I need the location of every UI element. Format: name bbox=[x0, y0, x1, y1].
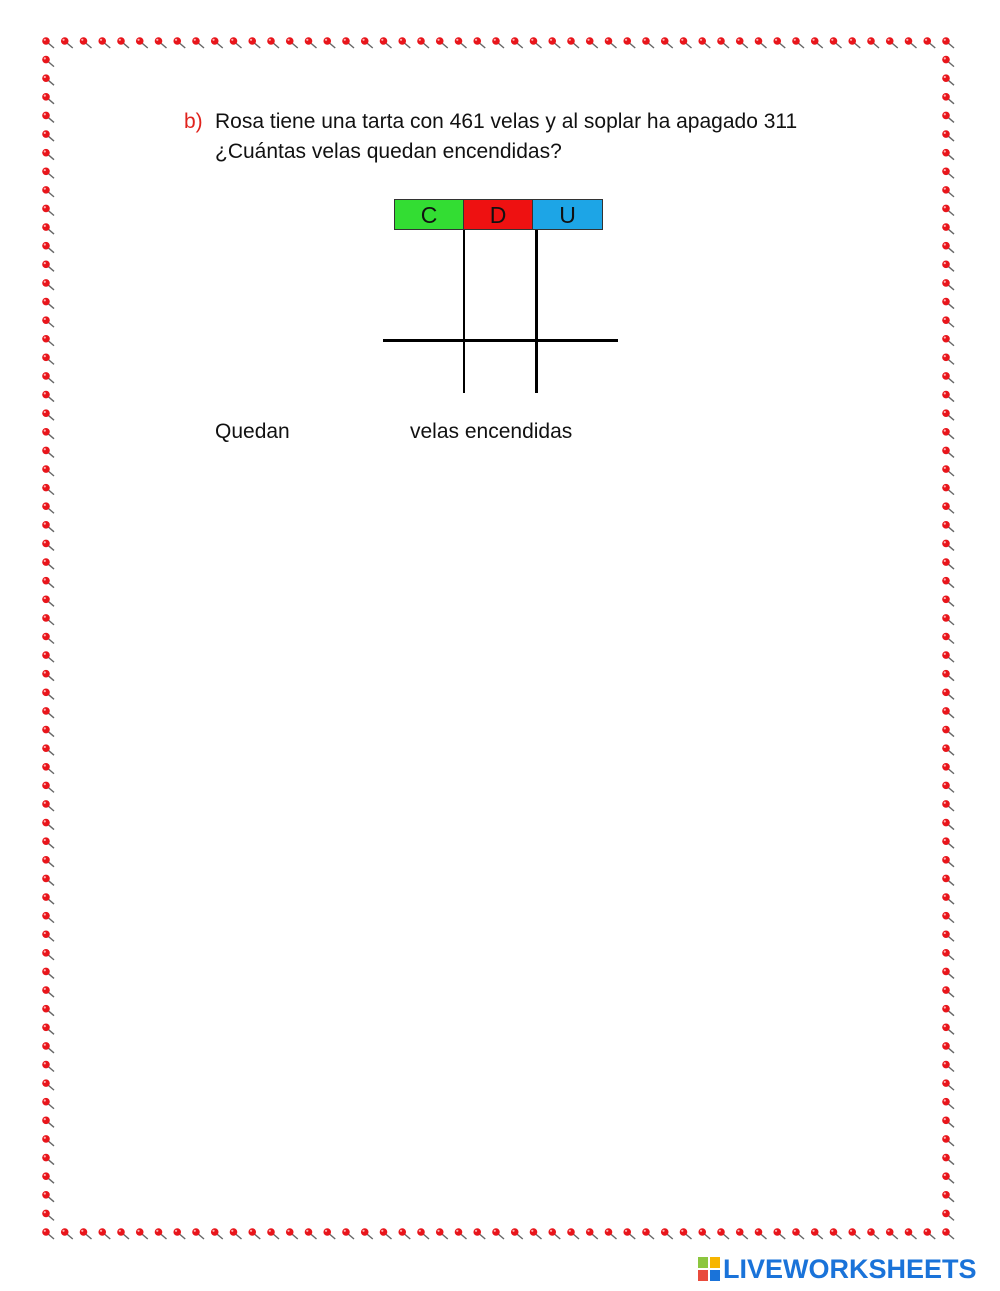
pushpin-icon bbox=[642, 37, 654, 48]
pushpin-icon bbox=[42, 1154, 54, 1165]
pushpin-icon bbox=[942, 1098, 954, 1109]
pushpin-icon bbox=[942, 112, 954, 123]
pushpin-icon bbox=[886, 1228, 898, 1239]
pushpin-icon bbox=[867, 37, 879, 48]
pushpin-icon bbox=[42, 949, 54, 960]
pushpin-icon bbox=[42, 316, 54, 327]
pushpin-icon bbox=[473, 37, 485, 48]
pushpin-icon bbox=[42, 1023, 54, 1034]
pushpin-icon bbox=[886, 37, 898, 48]
pushpin-icon bbox=[942, 595, 954, 606]
pushpin-icon bbox=[267, 1228, 279, 1239]
pushpin-icon bbox=[361, 1228, 373, 1239]
pushpin-icon bbox=[942, 74, 954, 85]
pushpin-icon bbox=[717, 1228, 729, 1239]
pushpin-icon bbox=[792, 37, 804, 48]
pushpin-icon bbox=[173, 1228, 185, 1239]
place-header-hundreds: C bbox=[394, 199, 464, 230]
pushpin-icon bbox=[830, 37, 842, 48]
pushpin-icon bbox=[942, 409, 954, 420]
pushpin-icon bbox=[42, 354, 54, 365]
pushpin-icon bbox=[942, 558, 954, 569]
pushpin-icon bbox=[42, 1117, 54, 1128]
pushpin-icon bbox=[42, 484, 54, 495]
pushpin-icon bbox=[942, 465, 954, 476]
pushpin-icon bbox=[286, 37, 298, 48]
question-text-line-2: ¿Cuántas velas quedan encendidas? bbox=[215, 140, 562, 163]
pushpin-icon bbox=[42, 223, 54, 234]
pushpin-icon bbox=[942, 651, 954, 662]
pushpin-icon bbox=[548, 1228, 560, 1239]
pushpin-icon bbox=[42, 428, 54, 439]
pushpin-icon bbox=[42, 614, 54, 625]
pushpin-icon bbox=[567, 37, 579, 48]
pushpin-icon bbox=[42, 1172, 54, 1183]
pushpin-icon bbox=[42, 763, 54, 774]
pushpin-icon bbox=[42, 1135, 54, 1146]
pushpin-icon bbox=[661, 37, 673, 48]
pushpin-icon bbox=[323, 1228, 335, 1239]
pushpin-icon bbox=[905, 37, 917, 48]
pushpin-icon bbox=[192, 1228, 204, 1239]
pushpin-icon bbox=[42, 633, 54, 644]
pushpin-icon bbox=[848, 37, 860, 48]
pushpin-icon bbox=[942, 837, 954, 848]
pushpin-icon bbox=[755, 37, 767, 48]
pushpin-icon bbox=[661, 1228, 673, 1239]
pushpin-icon bbox=[773, 1228, 785, 1239]
pushpin-icon bbox=[942, 93, 954, 104]
column-divider-left bbox=[463, 230, 465, 393]
pushpin-icon bbox=[42, 670, 54, 681]
pushpin-icon bbox=[942, 372, 954, 383]
answer-suffix-text: velas encendidas bbox=[410, 420, 573, 443]
pushpin-icon bbox=[830, 1228, 842, 1239]
pushpin-icon bbox=[42, 875, 54, 886]
pushpin-icon bbox=[342, 1228, 354, 1239]
pushpin-icon bbox=[80, 37, 92, 48]
pushpin-icon bbox=[211, 37, 223, 48]
pushpin-icon bbox=[80, 1228, 92, 1239]
pushpin-icon bbox=[942, 37, 954, 48]
pushpin-icon bbox=[942, 1191, 954, 1202]
pushpin-icon bbox=[117, 1228, 129, 1239]
pushpin-icon bbox=[42, 930, 54, 941]
pushpin-icon bbox=[942, 1023, 954, 1034]
question-label: b) bbox=[184, 110, 203, 133]
pushpin-icon bbox=[173, 37, 185, 48]
pushpin-icon bbox=[42, 372, 54, 383]
pushpin-icon bbox=[42, 968, 54, 979]
pushpin-icon bbox=[398, 37, 410, 48]
pushpin-icon bbox=[511, 1228, 523, 1239]
pushpin-icon bbox=[942, 521, 954, 532]
pushpin-icon bbox=[42, 149, 54, 160]
pushpin-icon bbox=[192, 37, 204, 48]
question-text-line-1: Rosa tiene una tarta con 461 velas y al soplar ha apagado 311 bbox=[215, 110, 798, 133]
pushpin-icon bbox=[61, 37, 73, 48]
pushpin-icon bbox=[605, 37, 617, 48]
pushpin-icon bbox=[942, 261, 954, 272]
pushpin-icon bbox=[42, 279, 54, 290]
pushpin-icon bbox=[42, 298, 54, 309]
pushpin-icon bbox=[867, 1228, 879, 1239]
pushpin-icon bbox=[136, 1228, 148, 1239]
logo-blocks-icon bbox=[697, 1256, 721, 1282]
pushpin-icon bbox=[42, 74, 54, 85]
pushpin-icon bbox=[942, 707, 954, 718]
place-header-tens: D bbox=[463, 199, 533, 230]
pushpin-icon bbox=[942, 484, 954, 495]
pushpin-icon bbox=[417, 1228, 429, 1239]
pushpin-icon bbox=[586, 1228, 598, 1239]
pushpin-icon bbox=[42, 112, 54, 123]
pushpin-icon bbox=[698, 1228, 710, 1239]
pushpin-icon bbox=[942, 893, 954, 904]
pushpin-icon bbox=[942, 856, 954, 867]
pushpin-icon bbox=[42, 130, 54, 141]
pushpin-icon bbox=[211, 1228, 223, 1239]
pushpin-icon bbox=[436, 1228, 448, 1239]
pushpin-icon bbox=[42, 1061, 54, 1072]
pushpin-icon bbox=[942, 447, 954, 458]
pushpin-icon bbox=[42, 1098, 54, 1109]
pushpin-icon bbox=[42, 800, 54, 811]
pushpin-icon bbox=[942, 391, 954, 402]
pushpin-icon bbox=[42, 1191, 54, 1202]
pushpin-icon bbox=[942, 968, 954, 979]
subtraction-result-line bbox=[383, 339, 618, 342]
pushpin-icon bbox=[923, 37, 935, 48]
pushpin-icon bbox=[942, 130, 954, 141]
logo-text: LIVEWORKSHEETS bbox=[723, 1253, 977, 1284]
pushpin-icon bbox=[942, 819, 954, 830]
pushpin-icon bbox=[623, 37, 635, 48]
pushpin-icon bbox=[811, 37, 823, 48]
pushpin-icon bbox=[942, 670, 954, 681]
pushpin-icon bbox=[286, 1228, 298, 1239]
pushpin-icon bbox=[42, 689, 54, 700]
pushpin-icon bbox=[42, 744, 54, 755]
liveworksheets-logo bbox=[697, 1254, 977, 1284]
pushpin-icon bbox=[942, 335, 954, 346]
pushpin-icon bbox=[586, 37, 598, 48]
pushpin-icon bbox=[305, 37, 317, 48]
pushpin-icon bbox=[492, 37, 504, 48]
pushpin-icon bbox=[942, 782, 954, 793]
pushpin-icon bbox=[942, 744, 954, 755]
pushpin-icon bbox=[42, 782, 54, 793]
pushpin-icon bbox=[942, 1154, 954, 1165]
place-header-units: U bbox=[532, 199, 603, 230]
pushpin-icon bbox=[942, 1135, 954, 1146]
pushpin-icon bbox=[42, 540, 54, 551]
pushpin-icon bbox=[230, 1228, 242, 1239]
pushpin-icon bbox=[905, 1228, 917, 1239]
pushpin-icon bbox=[623, 1228, 635, 1239]
pushpin-icon bbox=[942, 223, 954, 234]
pushpin-icon bbox=[492, 1228, 504, 1239]
pushpin-icon bbox=[736, 37, 748, 48]
pushpin-icon bbox=[436, 37, 448, 48]
pushpin-icon bbox=[42, 1210, 54, 1221]
pushpin-icon bbox=[942, 912, 954, 923]
pushpin-icon bbox=[42, 558, 54, 569]
pushpin-icon bbox=[42, 893, 54, 904]
pushpin-icon bbox=[942, 205, 954, 216]
pushpin-icon bbox=[42, 1079, 54, 1090]
pushpin-icon bbox=[680, 1228, 692, 1239]
pushpin-icon bbox=[398, 1228, 410, 1239]
pushpin-icon bbox=[942, 56, 954, 67]
pushpin-icon bbox=[548, 37, 560, 48]
pushpin-icon bbox=[417, 37, 429, 48]
column-divider-right bbox=[535, 230, 538, 393]
pushpin-icon bbox=[642, 1228, 654, 1239]
pushpin-icon bbox=[42, 186, 54, 197]
pushpin-icon bbox=[942, 614, 954, 625]
pushpin-icon bbox=[680, 37, 692, 48]
pushpin-icon bbox=[530, 37, 542, 48]
pushpin-icon bbox=[942, 316, 954, 327]
pushpin-icon bbox=[42, 167, 54, 178]
pushpin-icon bbox=[942, 1005, 954, 1016]
pushpin-icon bbox=[942, 633, 954, 644]
pushpin-icon bbox=[942, 167, 954, 178]
pushpin-icon bbox=[942, 502, 954, 513]
pushpin-icon bbox=[942, 1172, 954, 1183]
pushpin-icon bbox=[155, 37, 167, 48]
pushpin-icon bbox=[42, 447, 54, 458]
pushpin-icon bbox=[792, 1228, 804, 1239]
pushpin-icon bbox=[42, 1005, 54, 1016]
pushpin-icon bbox=[42, 261, 54, 272]
pushpin-icon bbox=[567, 1228, 579, 1239]
pushpin-icon bbox=[942, 763, 954, 774]
pushpin-icon bbox=[942, 1079, 954, 1090]
pushpin-icon bbox=[248, 1228, 260, 1239]
pushpin-icon bbox=[942, 689, 954, 700]
pushpin-icon bbox=[773, 37, 785, 48]
pushpin-icon bbox=[455, 1228, 467, 1239]
pushpin-icon bbox=[267, 37, 279, 48]
pushpin-icon bbox=[848, 1228, 860, 1239]
pushpin-icon bbox=[942, 186, 954, 197]
pushpin-icon bbox=[455, 37, 467, 48]
pushpin-icon bbox=[942, 577, 954, 588]
pushpin-icon bbox=[942, 1210, 954, 1221]
pushpin-icon bbox=[61, 1228, 73, 1239]
pushpin-icon bbox=[42, 205, 54, 216]
pushpin-icon bbox=[42, 856, 54, 867]
pushpin-icon bbox=[942, 149, 954, 160]
pushpin-icon bbox=[942, 726, 954, 737]
pushpin-icon bbox=[942, 875, 954, 886]
pushpin-icon bbox=[42, 726, 54, 737]
pushpin-icon bbox=[942, 986, 954, 997]
pushpin-icon bbox=[42, 409, 54, 420]
pushpin-icon bbox=[942, 1061, 954, 1072]
pushpin-icon bbox=[98, 1228, 110, 1239]
pushpin-icon bbox=[942, 1117, 954, 1128]
pushpin-icon bbox=[42, 912, 54, 923]
pushpin-icon bbox=[811, 1228, 823, 1239]
pushpin-icon bbox=[942, 298, 954, 309]
pushpin-icon bbox=[42, 819, 54, 830]
pushpin-icon bbox=[755, 1228, 767, 1239]
pushpin-icon bbox=[473, 1228, 485, 1239]
pushpin-icon bbox=[42, 1228, 54, 1239]
pushpin-icon bbox=[305, 1228, 317, 1239]
pushpin-icon bbox=[42, 577, 54, 588]
pushpin-icon bbox=[942, 930, 954, 941]
pushpin-icon bbox=[42, 37, 54, 48]
pushpin-icon bbox=[511, 37, 523, 48]
pushpin-icon bbox=[380, 1228, 392, 1239]
pushpin-icon bbox=[42, 465, 54, 476]
pushpin-icon bbox=[136, 37, 148, 48]
pushpin-icon bbox=[605, 1228, 617, 1239]
pushpin-icon bbox=[380, 37, 392, 48]
pushpin-icon bbox=[942, 949, 954, 960]
pushpin-icon bbox=[42, 986, 54, 997]
pushpin-icon bbox=[942, 1042, 954, 1053]
pushpin-icon bbox=[736, 1228, 748, 1239]
pushpin-icon bbox=[342, 37, 354, 48]
pushpin-icon bbox=[42, 707, 54, 718]
pushpin-icon bbox=[42, 56, 54, 67]
pushpin-icon bbox=[42, 1042, 54, 1053]
pushpin-icon bbox=[98, 37, 110, 48]
pushpin-icon bbox=[717, 37, 729, 48]
pushpin-icon bbox=[942, 1228, 954, 1239]
pushpin-icon bbox=[42, 242, 54, 253]
pushpin-icon bbox=[942, 242, 954, 253]
pushpin-icon bbox=[942, 428, 954, 439]
answer-prefix-text: Quedan bbox=[215, 420, 290, 443]
pushpin-icon bbox=[42, 595, 54, 606]
pushpin-icon bbox=[42, 521, 54, 532]
pushpin-icon bbox=[923, 1228, 935, 1239]
pushpin-icon bbox=[42, 837, 54, 848]
pushpin-icon bbox=[942, 354, 954, 365]
pushpin-icon bbox=[698, 37, 710, 48]
pushpin-icon bbox=[942, 279, 954, 290]
pushpin-icon bbox=[361, 37, 373, 48]
pushpin-icon bbox=[42, 93, 54, 104]
pushpin-icon bbox=[42, 651, 54, 662]
pushpin-icon bbox=[117, 37, 129, 48]
pushpin-icon bbox=[323, 37, 335, 48]
pushpin-icon bbox=[530, 1228, 542, 1239]
pushpin-icon bbox=[942, 540, 954, 551]
pushpin-icon bbox=[42, 391, 54, 402]
pushpin-icon bbox=[42, 335, 54, 346]
pushpin-icon bbox=[248, 37, 260, 48]
pushpin-icon bbox=[942, 800, 954, 811]
pushpin-icon bbox=[230, 37, 242, 48]
pushpin-icon bbox=[155, 1228, 167, 1239]
pushpin-icon bbox=[42, 502, 54, 513]
